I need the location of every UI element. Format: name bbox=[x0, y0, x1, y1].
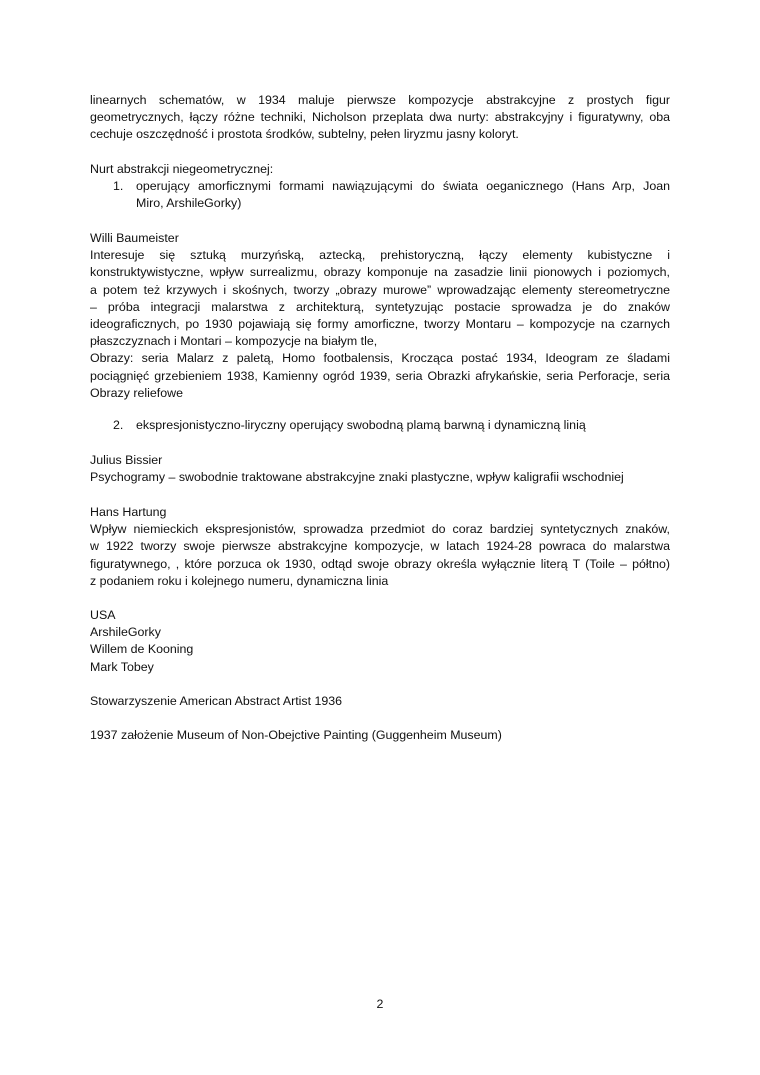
association-text: Stowarzyszenie American Abstract Artist 1936 bbox=[90, 694, 343, 708]
intro-line: linearnych schematów, w 1934 maluje pierwsze kompozycje abstrakcyjne z prostych figur bbox=[90, 93, 670, 107]
artist-list-item: Mark Tobey bbox=[90, 659, 154, 674]
list-item-2 bbox=[113, 417, 670, 435]
paragraph-line: Psychogramy – swobodnie traktowane abstrakcyjne znaki plastyczne, wpływ kaligrafii wschodniej bbox=[90, 470, 624, 485]
intro-paragraph bbox=[90, 92, 670, 144]
paragraph-line: ideograficznych, po 1930 pojawiają się formy amorficzne, tworzy Montaru – kompozycje na czarnych bbox=[90, 316, 670, 331]
artist-name: Julius Bissier bbox=[90, 453, 163, 467]
museum-text: 1937 założenie Museum of Non-Obejctive Painting (Guggenheim Museum) bbox=[90, 728, 502, 742]
paragraph-line: Wpływ niemieckich ekspresjonistów, sprowadza przedmiot do coraz bardziej syntetycznych znaków, bbox=[90, 522, 670, 537]
list-item-line: ekspresjonistyczno-liryczny operujący swobodną plamą barwną i dynamiczną linią bbox=[136, 418, 586, 432]
list-marker: 1. bbox=[113, 179, 124, 193]
artist-list-item: Willem de Kooning bbox=[90, 642, 194, 657]
baumeister-section bbox=[90, 230, 670, 402]
hartung-section bbox=[90, 504, 670, 590]
list-item-1 bbox=[113, 178, 670, 213]
section-heading bbox=[90, 161, 670, 178]
intro-line: geometrycznych, łączy różne techniki, Nicholson przeplata dwa nurty: abstrakcyjny i figuratywny, oba bbox=[90, 110, 670, 125]
artist-name: Hans Hartung bbox=[90, 505, 167, 519]
paragraph-line: Obrazy reliefowe bbox=[90, 385, 183, 400]
list-item-line: Miro, ArshileGorky) bbox=[136, 196, 242, 211]
list-item-line: operujący amorficznymi formami nawiązującymi do świata oeganicznego (Hans Arp, Joan bbox=[136, 179, 670, 193]
paragraph-line: a potem też krzywych i skośnych, tworzy „obrazy murowe” wprowadzając elementy stereometryczne bbox=[90, 282, 670, 297]
paragraph-line: konstruktywistyczne, wpływ surrealizmu, obrazy komponuje na zasadzie linii pionowych i poziomych, bbox=[90, 265, 670, 280]
paragraph-line: pociągnięć grzebieniem 1938, Kamienny ogród 1939, seria Obrazki afrykańskie, seria Perforacje, seria bbox=[90, 368, 670, 383]
paragraph-line: – próba integracji malarstwa z architekturą, syntetyzując postacie sprowadza je do znaków bbox=[90, 299, 670, 314]
usa-heading: USA bbox=[90, 608, 116, 622]
paragraph-line: Interesuje się sztuką murzyńską, aztecką, prehistoryczną, łączy elementy kubistyczne i bbox=[90, 248, 670, 263]
section-heading-text: Nurt abstrakcji niegeometrycznej: bbox=[90, 162, 274, 176]
artist-list-item: ArshileGorky bbox=[90, 625, 161, 640]
bissier-section bbox=[90, 452, 670, 486]
paragraph-line: płaszczyznach i Montari – kompozycje na białym tle, bbox=[90, 334, 378, 349]
paragraph-line: Obrazy: seria Malarz z paletą, Homo footbalensis, Krocząca postać 1934, Ideogram ze śladami bbox=[90, 351, 670, 366]
list-marker: 2. bbox=[113, 418, 124, 432]
page-number: 2 bbox=[376, 997, 384, 1011]
paragraph-line: w 1922 tworzy swoje pierwsze abstrakcyjne kompozycje, w latach 1924-28 powraca do malarstwa bbox=[90, 539, 670, 554]
paragraph-line: figuratywnego, , które porzuca ok 1930, odtąd swoje obrazy określa wyłącznie literą T (Toile – półtno) bbox=[90, 556, 670, 571]
association-line bbox=[90, 693, 670, 710]
paragraph-line: z podaniem roku i kolejnego numeru, dynamiczna linia bbox=[90, 573, 389, 588]
intro-line: cechuje oszczędność i prostota środków, subtelny, pełen liryzmu jasny koloryt. bbox=[90, 127, 519, 142]
artist-name: Willi Baumeister bbox=[90, 231, 179, 245]
museum-line bbox=[90, 727, 670, 744]
usa-section bbox=[90, 607, 670, 676]
